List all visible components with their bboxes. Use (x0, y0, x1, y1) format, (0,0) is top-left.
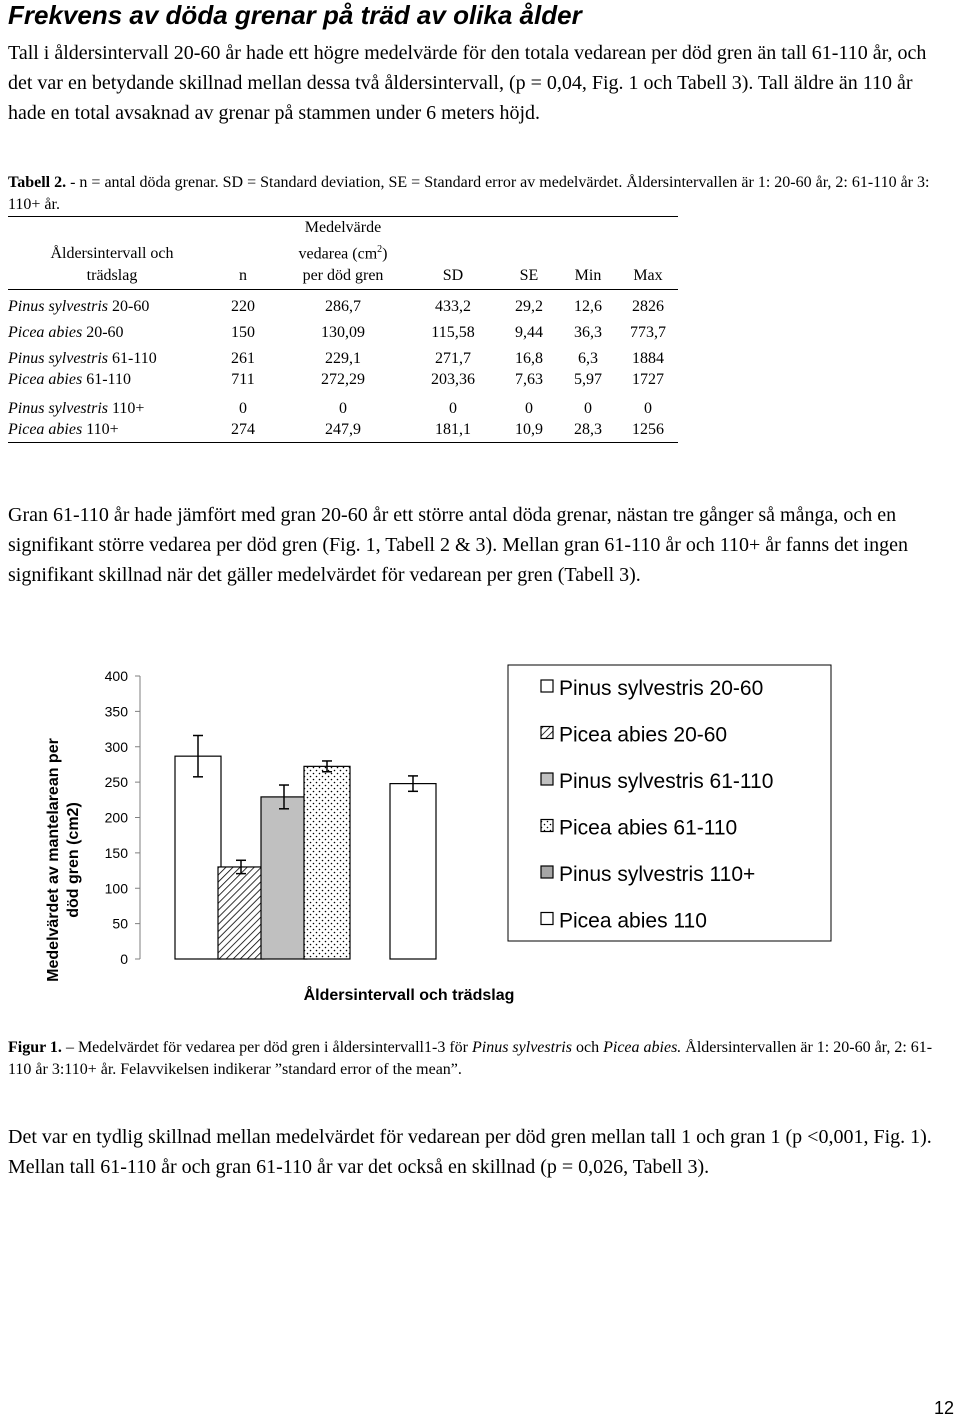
bar (304, 766, 350, 959)
legend (508, 665, 831, 941)
cell-group: Picea abies 110+ (8, 418, 206, 442)
cell-group: Pinus sylvestris 61-110 (8, 350, 157, 368)
section-heading: Frekvens av döda grenar på träd av olika ålder (8, 0, 582, 30)
y-axis (105, 668, 140, 967)
figure-caption-species2: Picea abies. (603, 1039, 682, 1056)
legend-box (508, 665, 831, 941)
header-max: Max (618, 217, 678, 290)
figure-caption-species1: Pinus sylvestris (471, 1039, 572, 1056)
cell-n: 0 (239, 400, 247, 418)
cell-mean: 229,1 (325, 350, 361, 368)
cell-se: 29,2 (515, 298, 543, 316)
legend-swatch (541, 773, 553, 785)
bar-chart (0, 640, 960, 1020)
legend-swatch (541, 727, 553, 739)
figure-caption-post: Åldersintervallen är 1: 20-60 år, 2: 61-110 år 3:110+ år. Felavvikelsen indikerar ”standard error of the mean”. (8, 1039, 933, 1078)
table-row (8, 290, 678, 317)
paragraph-comparison: Det var en tydlig skillnad mellan medelvärdet för vedarean per död gren mellan tall 1 och gran 1 (p <0,001, Fig. 1). Mellan tall 61-110 år och gran 61-110 år var det också en skillnad (p = 0,026, Tabell 3). (8, 1126, 932, 1178)
y-axis-title-line2: död gren (cm2) (65, 802, 82, 918)
legend-swatch (541, 820, 553, 832)
table-row (8, 316, 678, 342)
cell-mean: 130,09 (321, 324, 365, 342)
cell-max: 0 (644, 400, 652, 418)
cell-sd: 181,1 (406, 418, 500, 442)
table-caption (8, 172, 954, 216)
bar (175, 756, 221, 959)
cell-max: 1256 (618, 418, 678, 442)
header-mean-line3: per död gren (302, 267, 384, 285)
cell-se: 16,8 (515, 350, 543, 368)
x-axis-title: Åldersintervall och trädslag (303, 987, 515, 1004)
cell-mean: 0 (339, 400, 347, 418)
cell-n: 261 (231, 350, 255, 368)
cell-mean: 247,9 (280, 418, 406, 442)
y-axis-title: Medelvärdet av mantelarean per (45, 738, 62, 982)
header-mean (280, 217, 406, 290)
y-tick-label: 300 (104, 738, 128, 755)
header-mean-unit: vedarea (cm (298, 245, 378, 263)
header-mean-close: ) (382, 245, 388, 263)
table-row (8, 418, 678, 442)
page-number: 12 (933, 1398, 954, 1418)
y-tick-label: 0 (120, 951, 128, 967)
cell-min: 12,6 (574, 298, 602, 316)
header-n: n (206, 217, 280, 290)
cell-group: Picea abies 61-110 (8, 371, 131, 389)
y-tick-label: 350 (104, 703, 128, 720)
cell-min: 6,3 (578, 350, 598, 368)
header-min: Min (558, 217, 618, 290)
cell-mean: 272,29 (321, 371, 365, 389)
table-header-row (8, 217, 678, 290)
legend-label: Pinus sylvestris 61-110 (559, 770, 774, 793)
figure-caption-label: Figur 1. (8, 1039, 62, 1056)
y-axis-title-group (45, 738, 82, 982)
cell-n: 711 (231, 371, 255, 389)
paragraph-spruce: Gran 61-110 år hade jämfört med gran 20-60 år ett större antal döda grenar, nästan tre gånger så många, och en signifikant större vedarea per död gren (Fig. 1, Tabell 2 & 3). Mellan gran 61-110 år och 110+ år fanns det ingen signifikant skillnad när det gäller medelvärdet för vedarean per gren (Tabell 3). (8, 504, 908, 586)
header-mean-sup: 2 (377, 244, 383, 255)
y-tick-label: 250 (104, 774, 128, 791)
cell-max: 2826 (632, 298, 664, 316)
cell-group: Pinus sylvestris 110+ (8, 400, 145, 418)
header-group: Åldersintervall och trädslag (8, 217, 206, 290)
cell-min: 36,3 (574, 324, 602, 342)
legend-swatch (541, 680, 553, 692)
bar (218, 867, 264, 959)
cell-n: 150 (231, 324, 255, 342)
table-caption-text: - n = antal döda grenar. SD = Standard deviation, SE = Standard error av medelvärdet. Åldersintervallen är 1: 20-60 år, 2: 61-110 år 3: 110+ år. (8, 174, 930, 213)
header-sd: SD (406, 217, 500, 290)
cell-group: Pinus sylvestris 20-60 (8, 298, 150, 316)
cell-sd: 203,36 (431, 371, 475, 389)
legend-swatch (541, 913, 553, 925)
cell-n: 274 (206, 418, 280, 442)
legend-swatch (541, 866, 553, 878)
cell-se: 9,44 (515, 324, 543, 342)
y-tick-label: 50 (112, 915, 128, 932)
table-row (8, 368, 678, 392)
cell-se: 10,9 (500, 418, 558, 442)
table-caption-label: Tabell 2. (8, 174, 67, 191)
cell-min: 5,97 (574, 371, 602, 389)
y-tick-label: 150 (104, 844, 128, 861)
header-mean-line1: Medelvärde (304, 219, 382, 236)
figure-caption-mid: och (571, 1039, 604, 1056)
cell-sd: 433,2 (435, 298, 471, 316)
legend-label: Picea abies 20-60 (559, 723, 728, 747)
cell-sd: 115,58 (431, 324, 475, 342)
bar (390, 784, 436, 959)
legend-label: Pinus sylvestris 20-60 (559, 677, 764, 700)
header-se: SE (500, 217, 558, 290)
legend-label: Picea abies 110 (559, 909, 707, 933)
paragraph-intro: Tall i åldersintervall 20-60 år hade ett högre medelvärde för den totala vedarean per död gren än tall 61-110 år, och det var en betydande skillnad mellan dessa två åldersintervall, (p = 0,04, Fig. 1 och Tabell 3). Tall äldre än 110 år hade en total avsaknad av grenar på stammen under 6 meters höjd. (8, 42, 927, 124)
cell-se: 7,63 (515, 371, 543, 389)
y-tick-label: 100 (104, 880, 128, 897)
figure-caption (8, 1037, 954, 1081)
y-tick-label: 400 (104, 668, 128, 684)
cell-max: 773,7 (630, 324, 666, 342)
legend-label: Pinus sylvestris 110+ (559, 863, 756, 886)
cell-min: 0 (584, 400, 592, 418)
table-row (8, 342, 678, 368)
bars (175, 736, 436, 959)
table-row (8, 392, 678, 418)
figure-caption-pre: – Medelvärdet för vedarea per död gren i åldersintervall1-3 för (61, 1039, 472, 1056)
cell-sd: 271,7 (435, 350, 471, 368)
header-mean-line2 (280, 239, 406, 265)
data-table (8, 216, 678, 443)
bar (261, 797, 307, 959)
cell-min: 28,3 (558, 418, 618, 442)
cell-sd: 0 (449, 400, 457, 418)
cell-max: 1727 (632, 371, 664, 389)
y-tick-label: 200 (104, 809, 128, 826)
cell-n: 220 (231, 298, 255, 316)
cell-max: 1884 (632, 350, 664, 368)
cell-se: 0 (525, 400, 533, 418)
cell-group: Picea abies 20-60 (8, 324, 124, 342)
cell-mean: 286,7 (325, 298, 361, 316)
legend-label: Picea abies 61-110 (559, 816, 738, 840)
